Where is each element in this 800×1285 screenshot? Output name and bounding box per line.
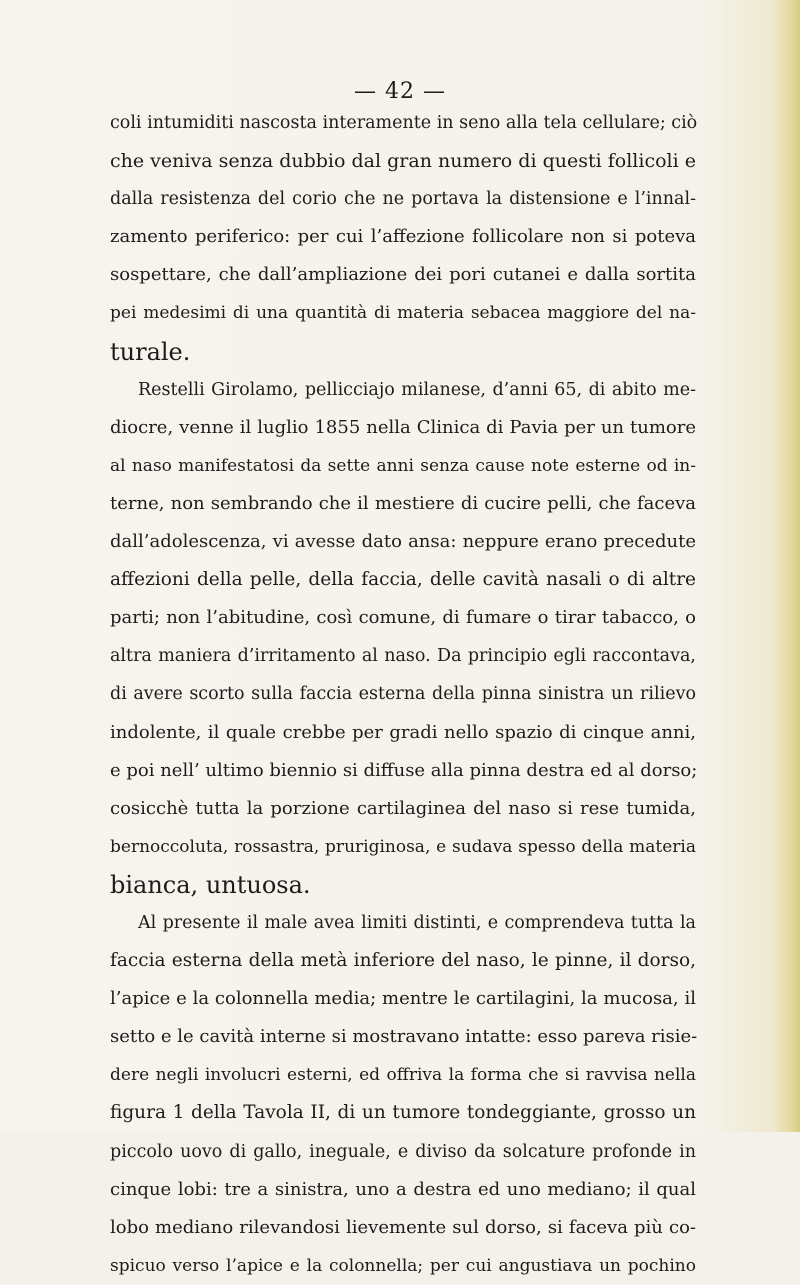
text-line: sospettare, che dall’ampliazione dei pori cutanei e dalla sortita: [110, 264, 696, 286]
body-text: [110, 104, 696, 1285]
text-line: affezioni della pelle, della faccia, delle cavità nasali o di altre: [110, 569, 696, 591]
text-line: dere negli involucri esterni, ed offriva la forma che si ravvisa nella: [110, 1065, 696, 1086]
paragraph-start-line: Restelli Girolamo, pellicciajo milanese, d’anni 65, di abito me-: [138, 379, 696, 400]
text-line: che veniva senza dubbio dal gran numero di questi follicoli e: [110, 150, 696, 173]
text-line: cosicchè tutta la porzione cartilaginea del naso si rese tumida,: [110, 797, 696, 819]
page-edge-shading: [774, 0, 800, 1132]
text-line: figura 1 della Tavola II, di un tumore tondeggiante, grosso un: [110, 1102, 696, 1124]
paragraph-start-line: Al presente il male avea limiti distinti, e comprendeva tutta la: [138, 912, 696, 933]
text-line: setto e le cavità interne si mostravano intatte: esso pareva risie-: [110, 1026, 698, 1048]
text-line: pei medesimi di una quantità di materia sebacea maggiore del na-: [110, 303, 696, 324]
text-line: dalla resistenza del corio che ne portava la distensione e l’innal-: [110, 189, 696, 210]
text-line: dall’adolescenza, vi avesse dato ansa: neppure erano precedute: [110, 531, 696, 553]
text-line: e poi nell’ ultimo biennio si diffuse alla pinna destra ed al dorso;: [110, 759, 698, 781]
text-line: bernoccoluta, rossastra, pruriginosa, e sudava spesso della materia: [110, 836, 696, 857]
text-line: coli intumiditi nascosta interamente in seno alla tela cellulare; ciò: [110, 113, 698, 133]
text-line: terne, non sembrando che il mestiere di cucire pelli, che faceva: [110, 492, 696, 514]
text-line: faccia esterna della metà inferiore del naso, le pinne, il dorso,: [110, 950, 696, 972]
page-number: — 42 —: [354, 79, 446, 104]
text-line: cinque lobi: tre a sinistra, uno a destra ed uno mediano; il qual: [110, 1178, 696, 1200]
text-line: altra maniera d’irritamento al naso. Da principio egli raccontava,: [110, 646, 696, 667]
text-line: indolente, il quale crebbe per gradi nello spazio di cinque anni,: [110, 721, 696, 743]
text-line: diocre, venne il luglio 1855 nella Clinica di Pavia per un tumore: [110, 416, 696, 438]
text-line: al naso manifestatosi da sette anni senza cause note esterne od in-: [110, 455, 696, 476]
text-line: spicuo verso l’apice e la colonnella; per cui angustiava un pochino: [110, 1255, 696, 1276]
text-line: lobo mediano rilevandosi lievemente sul dorso, si faceva più co-: [110, 1216, 696, 1238]
text-line: di avere scorto sulla faccia esterna della pinna sinistra un rilievo: [110, 684, 696, 705]
text-line: bianca, untuosa.: [110, 870, 311, 899]
text-line: zamento periferico: per cui l’affezione follicolare non si poteva: [110, 226, 696, 248]
text-line: piccolo uovo di gallo, ineguale, e diviso da solcature profonde in: [110, 1141, 696, 1162]
text-line: l’apice e la colonnella media; mentre le cartilagini, la mucosa, il: [110, 988, 696, 1010]
text-line: turale.: [110, 337, 191, 366]
text-line: parti; non l’abitudine, così comune, di fumare o tirar tabacco, o: [110, 607, 696, 629]
